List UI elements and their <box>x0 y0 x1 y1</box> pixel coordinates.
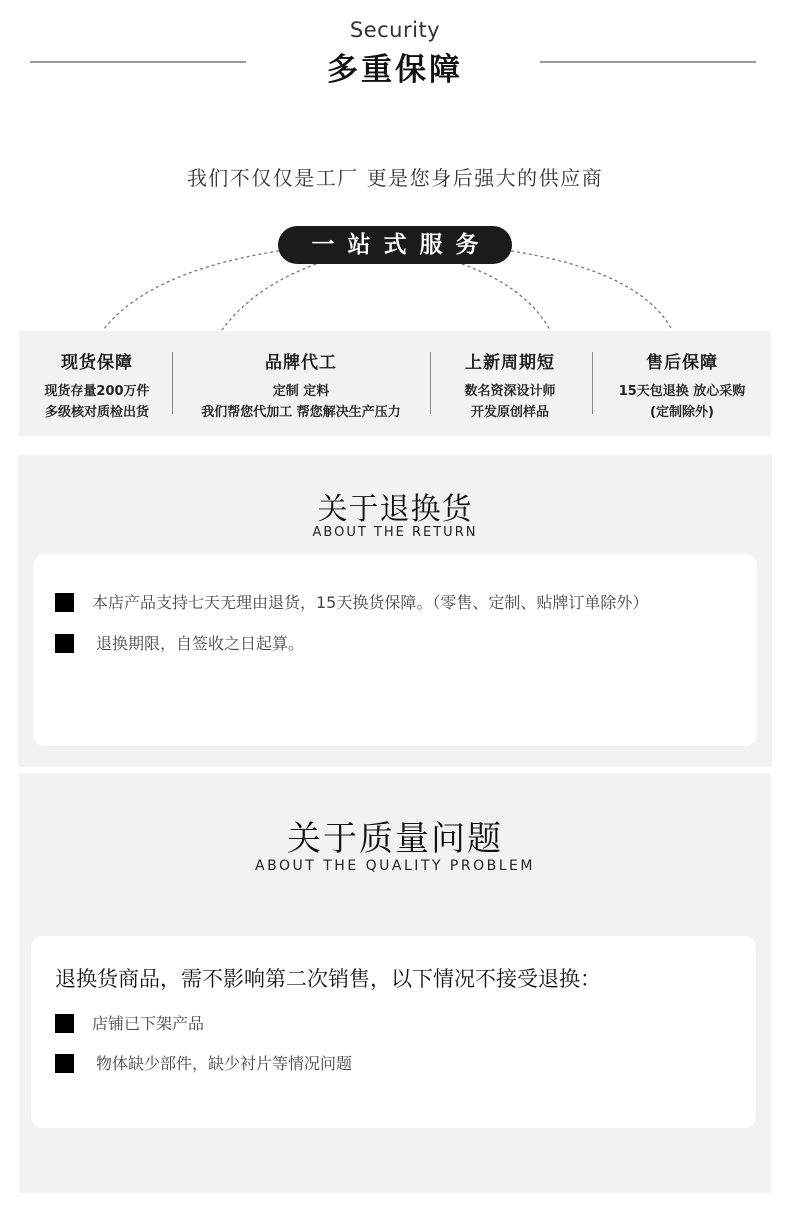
service-line: 定制 定料 <box>272 384 330 399</box>
bullet-square-icon <box>55 593 74 612</box>
list-item <box>55 633 755 655</box>
connector-arc-2 <box>222 262 322 330</box>
bullet-square-icon <box>55 634 74 653</box>
list-item <box>55 592 755 614</box>
service-after-sales <box>596 348 768 423</box>
tagline: 我们不仅仅是工厂 更是您身后强大的供应商 <box>186 166 604 190</box>
service-line: 15天包退换 放心采购 <box>618 384 746 399</box>
service-stock <box>22 348 172 423</box>
service-divider <box>172 352 173 414</box>
list-item-text: 物体缺少部件，缺少衬片等情况问题 <box>96 1054 353 1073</box>
list-item-text: 店铺已下架产品 <box>92 1014 205 1033</box>
header-title: 多重保障 <box>327 52 463 88</box>
quality-heading: 退换货商品，需不影响第二次销售，以下情况不接受退换： <box>55 967 601 991</box>
service-line: 现货存量200万件 <box>44 384 150 399</box>
list-item-text: 退换期限，自签收之日起算。 <box>96 634 305 653</box>
quality-title: 关于质量问题 <box>287 819 503 859</box>
list-item-text: 本店产品支持七天无理由退货，15天换货保障。（零售、定制、贴牌订单除外） <box>92 593 649 612</box>
service-line: 开发原创样品 <box>470 405 549 420</box>
returns-subtitle: ABOUT THE RETURN <box>312 525 478 540</box>
bullet-square-icon <box>55 1014 74 1033</box>
bullet-square-icon <box>55 1054 74 1073</box>
connector-arcs <box>0 0 790 340</box>
service-title: 上新周期短 <box>465 353 555 373</box>
returns-title: 关于退换货 <box>317 492 473 527</box>
list-item <box>55 1013 755 1035</box>
service-divider <box>592 352 593 414</box>
service-line: (定制除外) <box>650 405 714 420</box>
connector-arc-4 <box>505 250 672 330</box>
service-line: 我们帮您代加工 帮您解决生产压力 <box>201 405 401 420</box>
quality-subtitle: ABOUT THE QUALITY PROBLEM <box>255 858 535 874</box>
list-item <box>55 1053 755 1075</box>
connector-arc-1 <box>103 250 285 330</box>
service-oem <box>176 348 426 423</box>
service-title: 品牌代工 <box>265 353 337 373</box>
service-new-release <box>434 348 586 423</box>
service-divider <box>430 352 431 414</box>
service-line: 多级核对质检出货 <box>44 405 149 420</box>
connector-arc-3 <box>456 262 550 330</box>
service-title: 现货保障 <box>61 353 133 373</box>
service-line: 数名资深设计师 <box>464 384 556 399</box>
one-stop-service-badge: 一站式服务 <box>278 226 512 264</box>
header-title-en: Security <box>349 18 441 42</box>
service-title: 售后保障 <box>646 353 718 373</box>
